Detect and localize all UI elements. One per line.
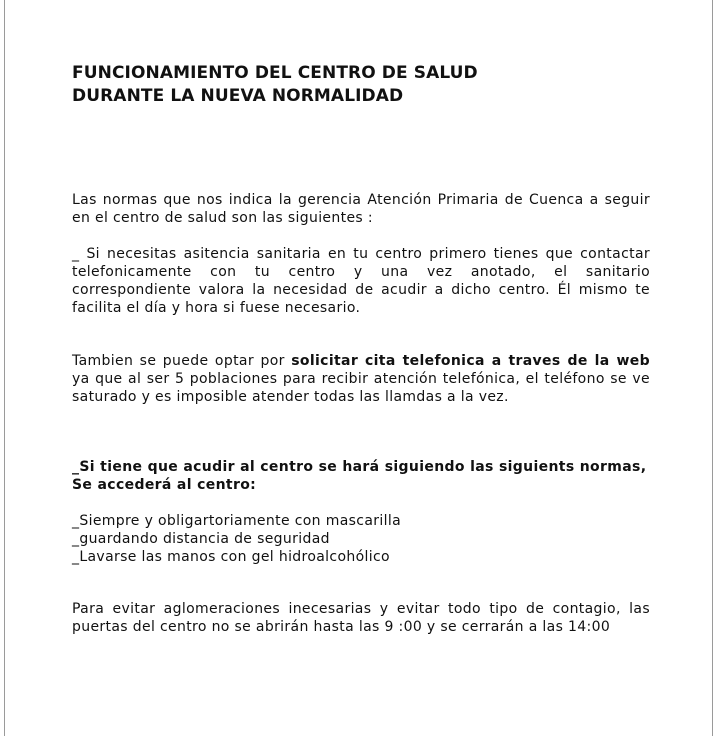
web-paragraph-prefix: Tambien se puede optar por bbox=[72, 353, 292, 369]
rule-item-hand-gel: _Lavarse las manos con gel hidroalcohólico bbox=[72, 549, 390, 565]
web-paragraph-suffix: ya que al ser 5 poblaciones para recibir atención telefónica, el teléfono se ve saturado y es imposible atender todas las llamdas a la vez. bbox=[72, 371, 650, 405]
rule-item-mask: _Siempre y obligartoriamente con mascarilla bbox=[72, 513, 401, 529]
page-edge-left bbox=[4, 0, 5, 736]
document-page bbox=[72, 62, 650, 636]
web-appointment-paragraph bbox=[72, 352, 650, 406]
intro-paragraph: Las normas que nos indica la gerencia Atención Primaria de Cuenca a seguir en el centro de salud son las siguientes : bbox=[72, 192, 650, 226]
rules-list bbox=[72, 512, 650, 566]
title-line-2: DURANTE LA NUEVA NORMALIDAD bbox=[72, 86, 404, 106]
web-paragraph-bold: solicitar cita telefonica a traves de la web bbox=[291, 353, 650, 369]
document-title bbox=[72, 62, 650, 108]
rule-item-distance: _guardando distancia de seguridad bbox=[72, 531, 330, 547]
assistance-paragraph: _ Si necesitas asitencia sanitaria en tu centro primero tienes que contactar telefonicamente con tu centro y una vez anotado, el sanitario correspondiente valora la necesidad de acudir a dicho centro. Él mismo te facilita el día y hora si fuese necesario. bbox=[72, 246, 650, 316]
closing-paragraph: Para evitar aglomeraciones inecesarias y evitar todo tipo de contagio, las puertas del centro no se abrirán hasta las 9 :00 y se cerrarán a las 14:00 bbox=[72, 601, 650, 635]
rules-heading: _Si tiene que acudir al centro se hará siguiendo las siguients normas, Se accederá al centro: bbox=[72, 459, 647, 493]
page-edge-right bbox=[712, 0, 713, 736]
title-line-1: FUNCIONAMIENTO DEL CENTRO DE SALUD bbox=[72, 63, 478, 83]
